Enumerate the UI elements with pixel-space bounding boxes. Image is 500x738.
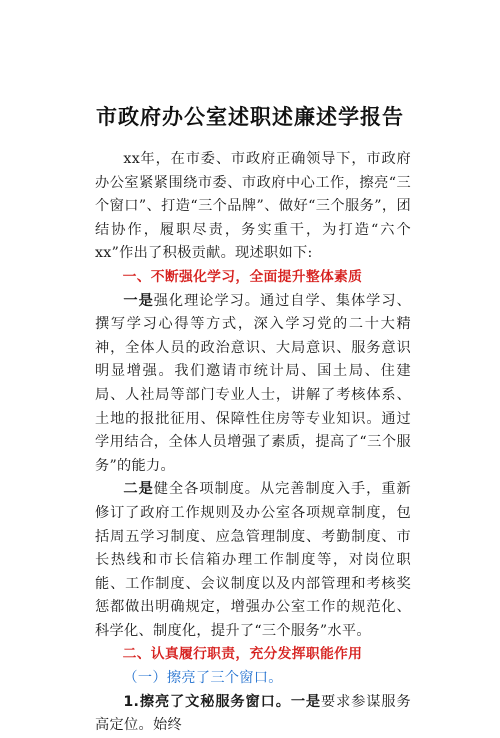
section-heading-2: 二、认真履行职责，充分发挥职能作用 [122,646,363,663]
paragraph-lead: 一是 [290,693,322,710]
document-title: 市政府办公室述职述廉述学报告 [96,105,404,129]
paragraph-secretarial-window [95,691,411,738]
paragraph-lead: 二是 [123,481,154,498]
intro-paragraph: xx年，在市委、市政府正确领导下，市政府办公室紧紧围绕市委、市政府中心工作，擦亮“三个窗口”、打造“三个品牌”、做好“三个服务”，团结协作，履职尽责，务实重干，为打造“六个xx”作出了积极贡献。现述职如下: [95,151,411,262]
paragraph-text: 健全各项制度。从完善制度入手，重新修订了政府工作规则及办公室各项规章制度，包括周五学习制度、应急管理制度、考勤制度、市长热线和市长信箱办理工作制度等，对岗位职能、工作制度、会议制度以及内部管理和考核奖惩都做出明确规定，增强办公室工作的规范化、科学化、制度化，提升了“三个服务”水平。 [95,481,411,639]
paragraph-text: 要求参谋服务高定位。始终 [95,693,411,734]
paragraph-text: 强化理论学习。通过自学、集体学习、撰写学习心得等方式，深入学习党的二十大精神，全体人员的政治意识、大局意识、服务意识明显增强。我们邀请市统计局、国土局、住建局、人社局等部门专业人士，讲解了考核体系、土地的报批征用、保障性住房等专业知识。通过学用结合，全体人员增强了素质，提高了“三个服务”的能力。 [95,292,411,474]
paragraph-systems [95,478,411,643]
paragraph-lead: 一是 [123,292,154,309]
subsection-heading-1: （一）擦亮了三个窗口。 [123,670,283,687]
section-heading-1: 一、不断强化学习，全面提升整体素质 [122,268,363,285]
paragraph-numbered-lead: 1.擦亮了文秘服务窗口。 [123,693,291,710]
document-body [95,148,411,738]
paragraph-theory-study [95,290,411,479]
